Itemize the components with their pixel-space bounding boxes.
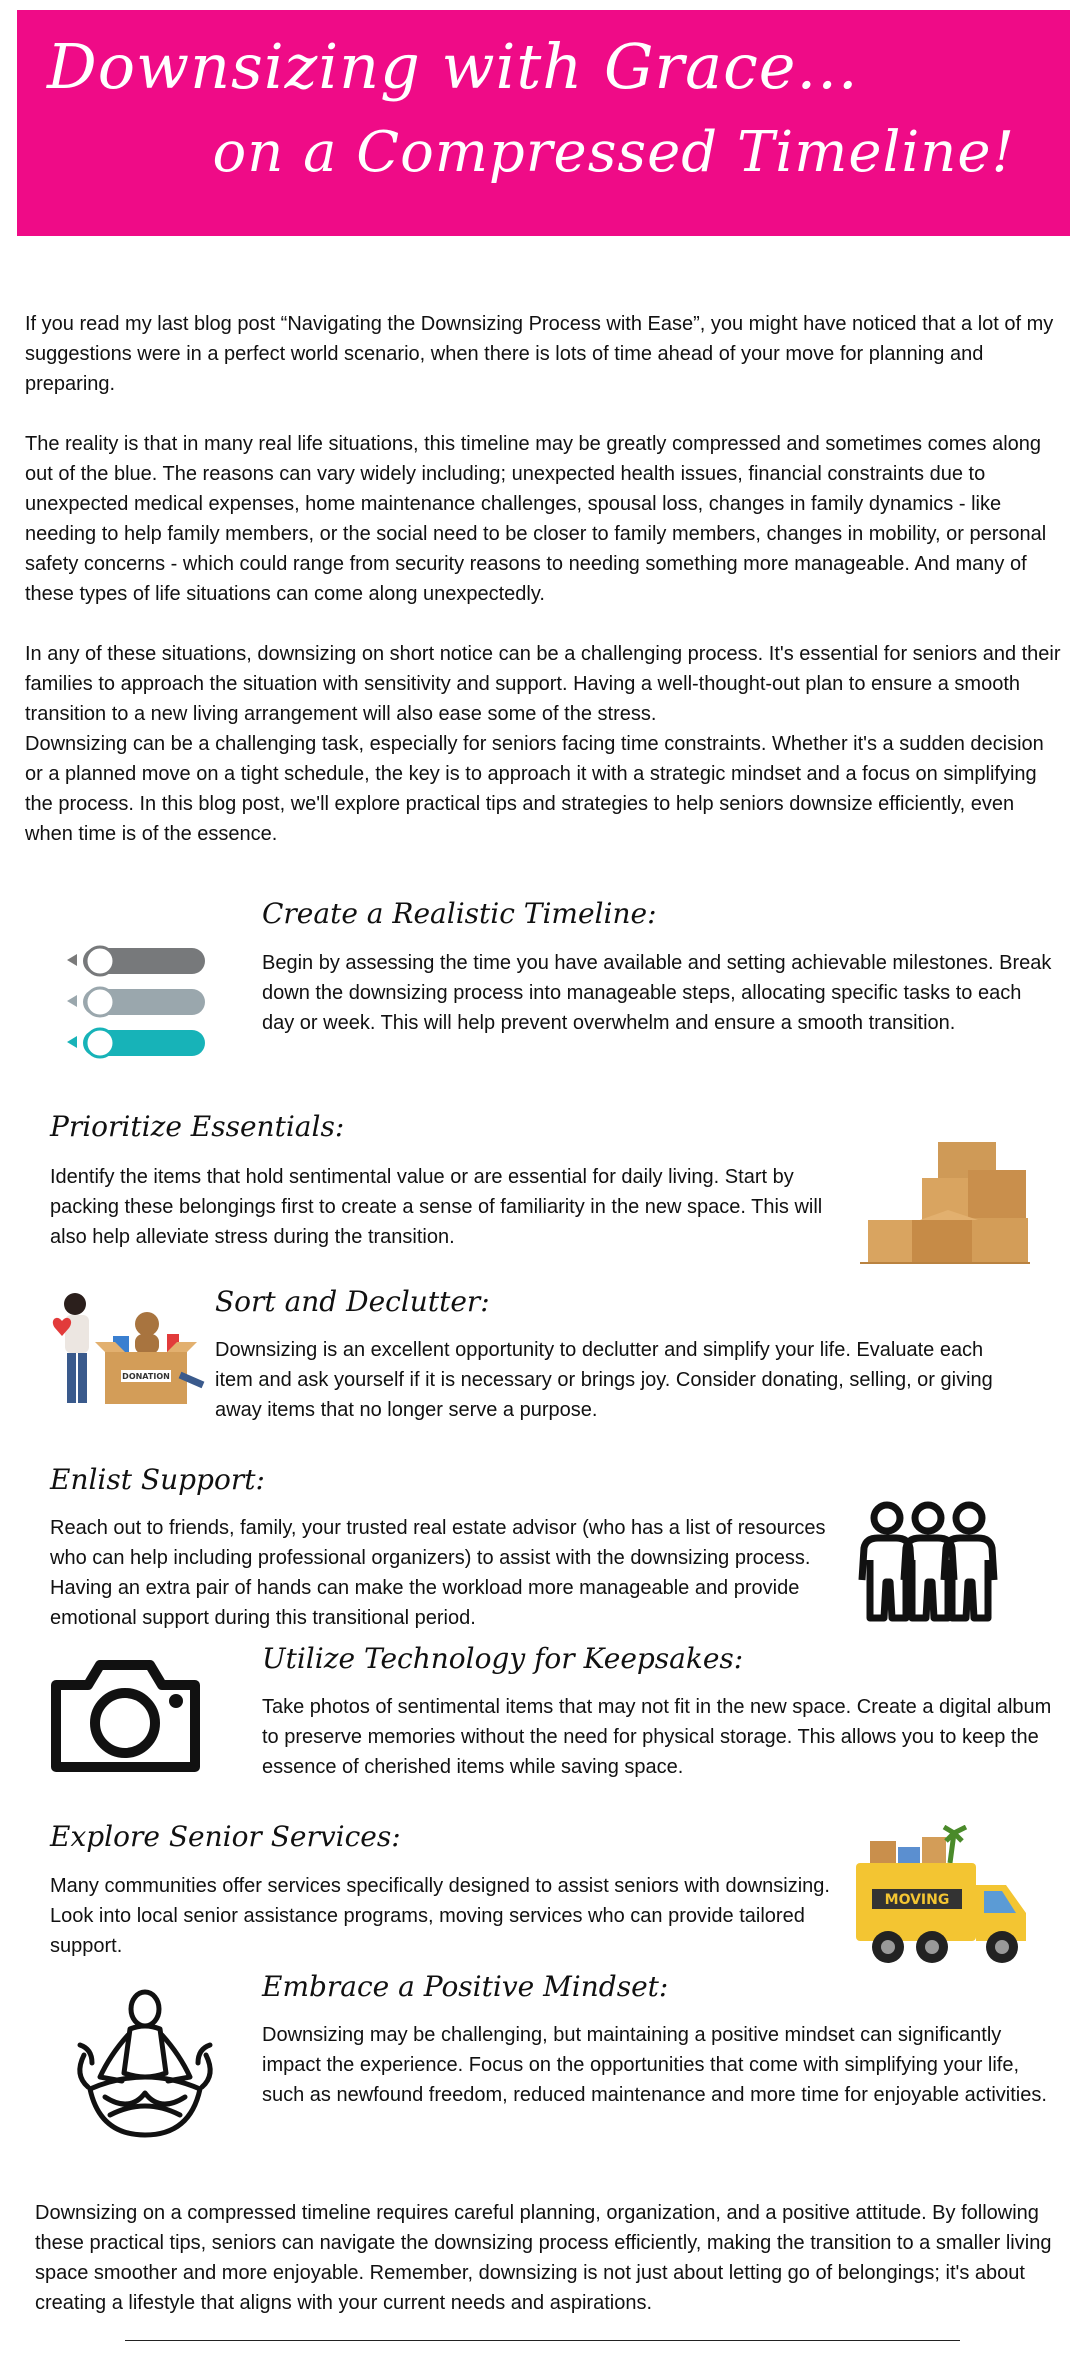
- section-text-timeline: Begin by assessing the time you have available and setting achievable milestones. Break down the downsizing process into manageable steps, allocating specific tasks to each day or week. This will help prevent overwhelm and ensure a smooth transition.: [262, 952, 1052, 1034]
- truck-label: MOVING: [884, 1892, 950, 1908]
- timeline-steps-icon: [65, 940, 210, 1065]
- intro-paragraph-3: In any of these situations, downsizing on short notice can be a challenging process. It's essential for seniors and their families to approach the situation with sensitivity and support. Having a well-thought-out plan to ensure a smooth transition to a new living arrangement will also ease some of the stress.: [25, 643, 1061, 725]
- footer-divider: [125, 2340, 960, 2341]
- people-group-icon: [850, 1500, 1005, 1625]
- donation-icon: [45, 1290, 205, 1415]
- intro-paragraph-1: If you read my last blog post “Navigating the Downsizing Process with Ease”, you might have noticed that a lot of my suggestions were in a perfect world scenario, when there is lots of time ahead of your move for planning and preparing.: [25, 313, 1054, 395]
- intro-paragraph-4: Downsizing can be a challenging task, especially for seniors facing time constraints. Whether it's a sudden decision or a planned move on a tight schedule, the key is to approach it with a strategic mindset and a focus on simplifying the process. In this blog post, we'll explore practical tips and strategies to help seniors downsize efficiently, even when time is of the essence.: [25, 733, 1044, 845]
- section-text-technology: Take photos of sentimental items that may not fit in the new space. Create a digital album to preserve memories without the need for physical storage. This allows you to keep the essence of cherished items while saving space.: [262, 1696, 1052, 1778]
- meditation-icon: [70, 1985, 220, 2140]
- section-text-mindset: Downsizing may be challenging, but maintaining a positive mindset can significantly impact the experience. Focus on the opportunities that come with simplifying your life, such as newfound freedom, reduced maintenance and more time for enjoyable activities.: [262, 2024, 1047, 2106]
- section-title-declutter: Sort and Declutter:: [215, 1285, 490, 1318]
- boxes-icon: [860, 1140, 1030, 1265]
- donation-box-label: DONATION: [122, 1372, 170, 1381]
- page-title-line1: Downsizing with Grace...: [47, 30, 859, 103]
- section-title-timeline: Create a Realistic Timeline:: [262, 897, 657, 930]
- conclusion-paragraph: Downsizing on a compressed timeline requires careful planning, organization, and a positive attitude. By following these practical tips, seniors can navigate the downsizing process efficiently, making the transition to a smaller living space smoother and more enjoyable. Remember, downsizing is not just about letting go of belongings; it's about creating a lifestyle that aligns with your current needs and aspirations.: [35, 2202, 1052, 2314]
- section-title-mindset: Embrace a Positive Mindset:: [262, 1970, 669, 2003]
- intro-paragraph-2: The reality is that in many real life situations, this timeline may be greatly compressed and sometimes comes along out of the blue. The reasons can vary widely including; unexpected health issues, financial constraints due to unexpected medical expenses, home maintenance challenges, spousal loss, changes in family dynamics - like needing to help family members, or the social need to be closer to family members, changes in mobility, or personal safety concerns - which could range from security reasons to needing something more manageable. And many of these types of life situations can come along unexpectedly.: [25, 433, 1047, 605]
- page-title-line2: on a Compressed Timeline!: [212, 120, 1015, 185]
- section-title-services: Explore Senior Services:: [50, 1820, 401, 1853]
- section-title-essentials: Prioritize Essentials:: [50, 1110, 345, 1143]
- section-text-essentials: Identify the items that hold sentimental value or are essential for daily living. Start by packing these belongings first to create a sense of familiarity in the new space. This will also help alleviate stress during the transition.: [50, 1166, 823, 1248]
- section-title-technology: Utilize Technology for Keepsakes:: [262, 1642, 744, 1675]
- header-banner: [17, 10, 1070, 236]
- section-text-support: Reach out to friends, family, your trusted real estate advisor (who has a list of resources who can help including professional organizers) to assist with the downsizing process. Having an extra pair of hands can make the workload more manageable and provide emotional support during this transitional period.: [50, 1517, 826, 1629]
- section-title-support: Enlist Support:: [50, 1463, 265, 1496]
- section-text-services: Many communities offer services specifically designed to assist seniors with downsizing. Look into local senior assistance programs, moving services who can provide tailored support.: [50, 1875, 830, 1957]
- moving-truck-icon: [850, 1825, 1030, 1975]
- camera-icon: [48, 1655, 203, 1775]
- section-text-declutter: Downsizing is an excellent opportunity to declutter and simplify your life. Evaluate each item and ask yourself if it is necessary or brings joy. Consider donating, selling, or giving away items that no longer serve a purpose.: [215, 1339, 993, 1421]
